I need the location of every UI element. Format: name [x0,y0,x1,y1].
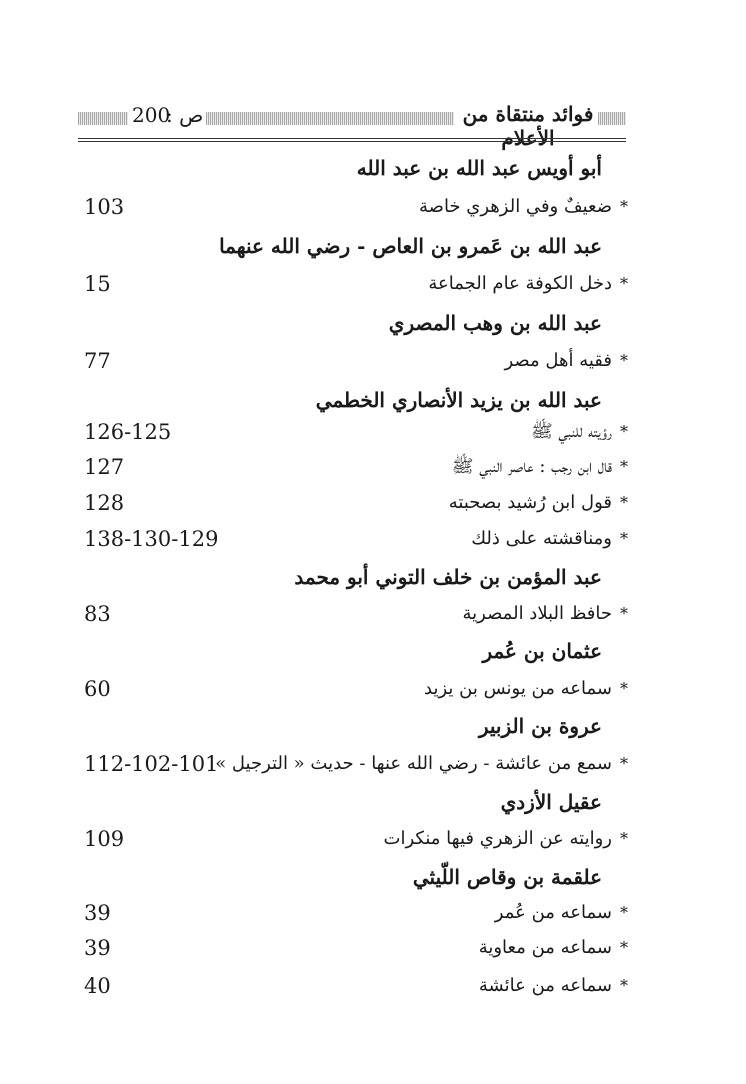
page-label: ص : [166,103,204,127]
person-name: أبو أويس عبد الله بن عبد الله [356,156,602,180]
page-reference: 126-125 [84,420,172,444]
index-item [80,968,628,1004]
person-heading [80,305,628,341]
person-heading [80,559,628,595]
person-name: عبد الله بن وهب المصري [388,311,602,335]
person-heading [80,228,628,264]
item-text: رؤيته للنبي ﷺ [530,421,612,442]
person-heading [80,708,628,744]
page-reference: 127 [84,455,125,479]
page-number: 200 [132,103,171,127]
index-item [80,596,628,632]
item-text: دخل الكوفة عام الجماعة [428,273,612,294]
index-item [80,821,628,857]
item-text: حافظ البلاد المصرية [462,603,612,624]
page-reference: 77 [84,349,111,373]
index-item [80,485,628,521]
person-heading [80,859,628,895]
page-reference: 60 [84,677,111,701]
person-name: عبد الله بن عَمرو بن العاص - رضي الله عنهما [219,234,602,258]
bullet-icon: * [620,829,628,848]
item-text: سماعه من يونس بن يزيد [424,678,612,699]
index-item [80,449,628,485]
bullet-icon: * [620,529,628,548]
page-reference: 40 [84,974,111,998]
bullet-icon: * [620,903,628,922]
bullet-icon: * [620,274,628,293]
page-reference: 103 [84,195,125,219]
person-name: عروة بن الزبير [478,714,602,738]
item-text: سماعه من عائشة [478,975,612,996]
item-text: سمع من عائشة - رضي الله عنها - حديث « الترجيل » [215,753,612,774]
bullet-icon: * [620,197,628,216]
person-name: عقيل الأزدي [500,790,602,814]
index-item [80,671,628,707]
index-item [80,343,628,379]
bullet-icon: * [620,679,628,698]
item-text: ضعيفٌ وفي الزهري خاصة [419,196,612,217]
page-reference: 109 [84,827,125,851]
item-text: سماعه من معاوية [478,937,612,958]
bullet-icon: * [620,938,628,957]
person-heading [80,382,628,418]
person-heading [80,633,628,669]
page-reference: 112-102-101 [84,752,219,776]
bullet-icon: * [620,754,628,773]
page-reference: 15 [84,272,111,296]
index-item [80,189,628,225]
person-heading [80,784,628,820]
index-item [80,414,628,450]
book-title: فوائد منتقاة من [462,102,594,126]
bullet-icon: * [620,493,628,512]
person-name: علقمة بن وقاص اللّيثي [412,865,602,889]
bullet-icon: * [620,976,628,995]
bullet-icon: * [620,351,628,370]
page-reference: 83 [84,602,111,626]
page-reference: 128 [84,491,125,515]
item-text: قول ابن رُشيد بصحبته [448,492,612,513]
item-text: قال ابن رجب : عاصر النبي ﷺ [451,456,612,477]
index-item [80,895,628,931]
page-reference: 138-130-129 [84,527,219,551]
index-item [80,746,628,782]
person-heading [80,150,628,186]
item-text: روايته عن الزهري فيها منكرات [383,828,612,849]
bullet-icon: * [620,457,628,476]
person-name: عبد الله بن يزيد الأنصاري الخطمي [315,388,602,412]
index-item [80,521,628,557]
item-text: فقيه أهل مصر [504,350,612,371]
page-reference: 39 [84,901,111,925]
page-reference: 39 [84,936,111,960]
item-text: سماعه من عُمر [494,902,612,923]
index-item [80,930,628,966]
person-name: عثمان بن عُمر [482,639,602,663]
item-text: ومناقشته على ذلك [471,528,612,549]
person-name: عبد المؤمن بن خلف التوني أبو محمد [294,565,602,589]
bullet-icon: * [620,422,628,441]
index-item [80,266,628,302]
bullet-icon: * [620,604,628,623]
